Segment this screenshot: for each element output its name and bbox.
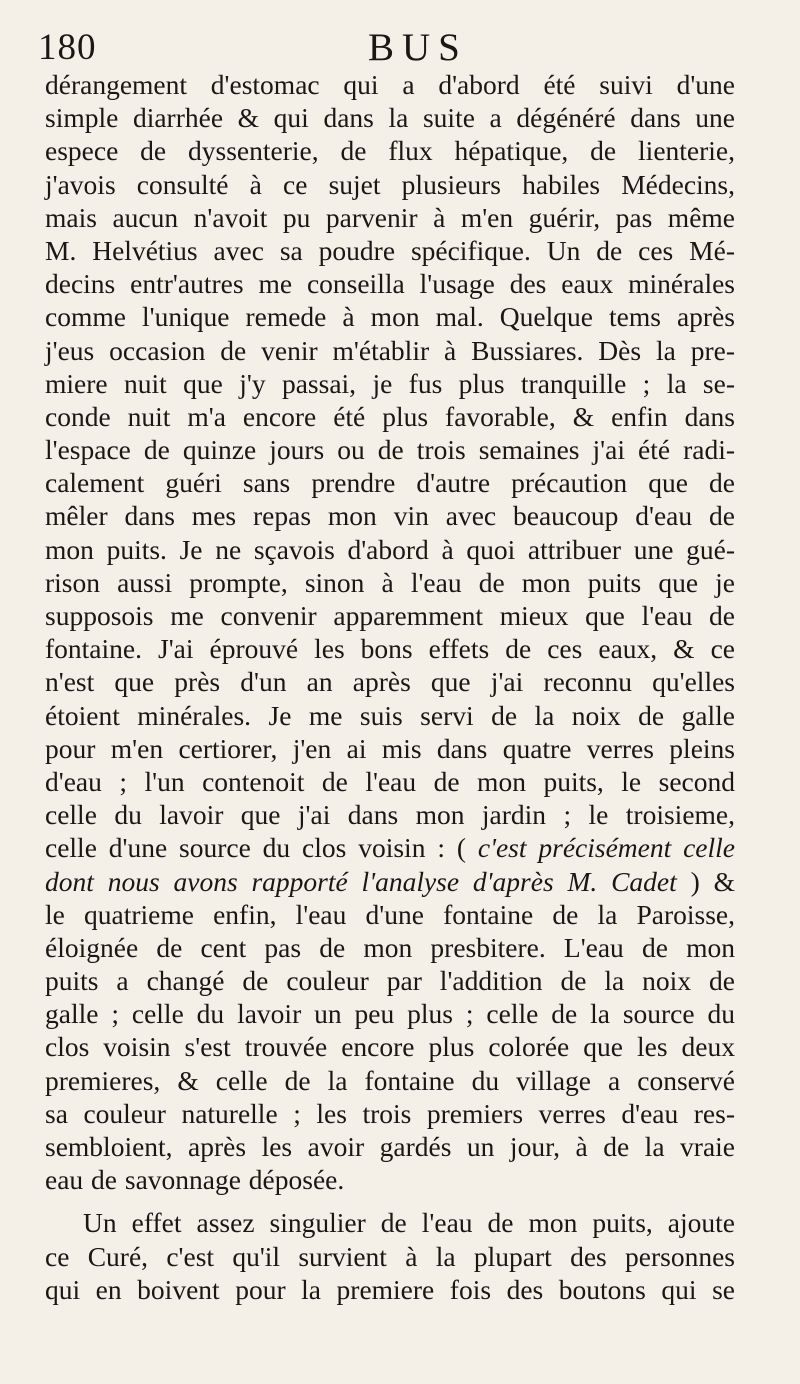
text-line: rison aussi prompte, sinon à l'eau de mon puits que je — [45, 566, 735, 598]
body-text — [45, 68, 735, 1306]
text-line: étoient minérales. Je me suis servi de la noix de galle — [45, 699, 735, 731]
text-line: puits a changé de couleur par l'addition de la noix de — [45, 965, 735, 997]
italic-line: dont nous avons rapporté l'analyse d'après M. Cadet — [45, 865, 677, 897]
text-line: conde nuit m'a encore été plus favorable, & enfin dans — [45, 400, 735, 432]
text-line: mon puits. Je ne sçavois d'abord à quoi attribuer une gué- — [45, 533, 735, 565]
text-line: espece de dyssenterie, de flux hépatique, de lienterie, — [45, 135, 735, 167]
text-line: l'espace de quinze jours ou de trois semaines j'ai été radi- — [45, 434, 735, 466]
text-line: miere nuit que j'y passai, je fus plus tranquille ; la se- — [45, 367, 735, 399]
page-header — [38, 26, 758, 74]
text-segment: celle d'une source du clos voisin : ( — [45, 832, 466, 864]
text-line: j'eus occasion de venir m'établir à Bussiares. Dès la pre- — [45, 334, 735, 366]
text-line: supposois me convenir apparemment mieux que l'eau de — [45, 600, 735, 631]
text-line: pour m'en certiorer, j'en ai mis dans quatre verres pleins — [45, 732, 735, 764]
text-line: celle du lavoir que j'ai dans mon jardin ; le troisieme, — [45, 799, 735, 831]
text-segment: ) & — [690, 865, 735, 897]
text-line: qui en boivent pour la premiere fois des boutons qui se — [45, 1273, 735, 1305]
text-line-mixed — [45, 831, 735, 864]
text-line: galle ; celle du lavoir un peu plus ; celle de la source du — [45, 998, 735, 1030]
text-line: comme l'unique remede à mon mal. Quelque tems après — [45, 301, 735, 333]
text-line: sa couleur naturelle ; les trois premiers verres d'eau res- — [45, 1097, 735, 1129]
running-head: BUS — [368, 26, 468, 69]
text-line: simple diarrhée & qui dans la suite a dégénéré dans une — [45, 102, 735, 134]
text-line: dérangement d'estomac qui a d'abord été suivi d'une — [45, 69, 735, 100]
text-line: le quatrieme enfin, l'eau d'une fontaine de la Paroisse, — [45, 898, 735, 930]
text-line: decins entr'autres me conseilla l'usage des eaux minérales — [45, 268, 735, 300]
text-line: n'est que près d'un an après que j'ai reconnu qu'elles — [45, 666, 735, 698]
text-line: M. Helvétius avec sa poudre spécifique. Un de ces Mé- — [45, 234, 735, 266]
text-line: d'eau ; l'un contenoit de l'eau de mon puits, le second — [45, 765, 735, 797]
text-line: ce Curé, c'est qu'il survient à la plupart des personnes — [45, 1240, 735, 1272]
text-line: calement guéri sans prendre d'autre précaution que de — [45, 467, 735, 499]
text-line: mêler dans mes repas mon vin avec beaucoup d'eau de — [45, 500, 735, 532]
paragraph-gap — [45, 1196, 735, 1206]
text-line: fontaine. J'ai éprouvé les bons effets de ces eaux, & ce — [45, 633, 735, 665]
page-number: 180 — [38, 27, 97, 68]
text-line: sembloient, après les avoir gardés un jour, à de la vraie — [45, 1131, 735, 1162]
italic-segment: c'est précisément celle — [477, 832, 735, 864]
text-line: j'avois consulté à ce sujet plusieurs habiles Médecins, — [45, 168, 735, 200]
text-line: éloignée de cent pas de mon presbitere. L'eau de mon — [45, 931, 735, 963]
text-line: clos voisin s'est trouvée encore plus colorée que les deux — [45, 1031, 735, 1063]
text-line: Un effet assez singulier de l'eau de mon puits, ajoute — [83, 1207, 735, 1239]
text-line-mixed — [45, 865, 735, 898]
text-line-last: eau de savonnage déposée. — [45, 1164, 345, 1196]
text-line: mais aucun n'avoit pu parvenir à m'en guérir, pas même — [45, 201, 735, 233]
text-line: premieres, & celle de la fontaine du village a conservé — [45, 1064, 735, 1096]
